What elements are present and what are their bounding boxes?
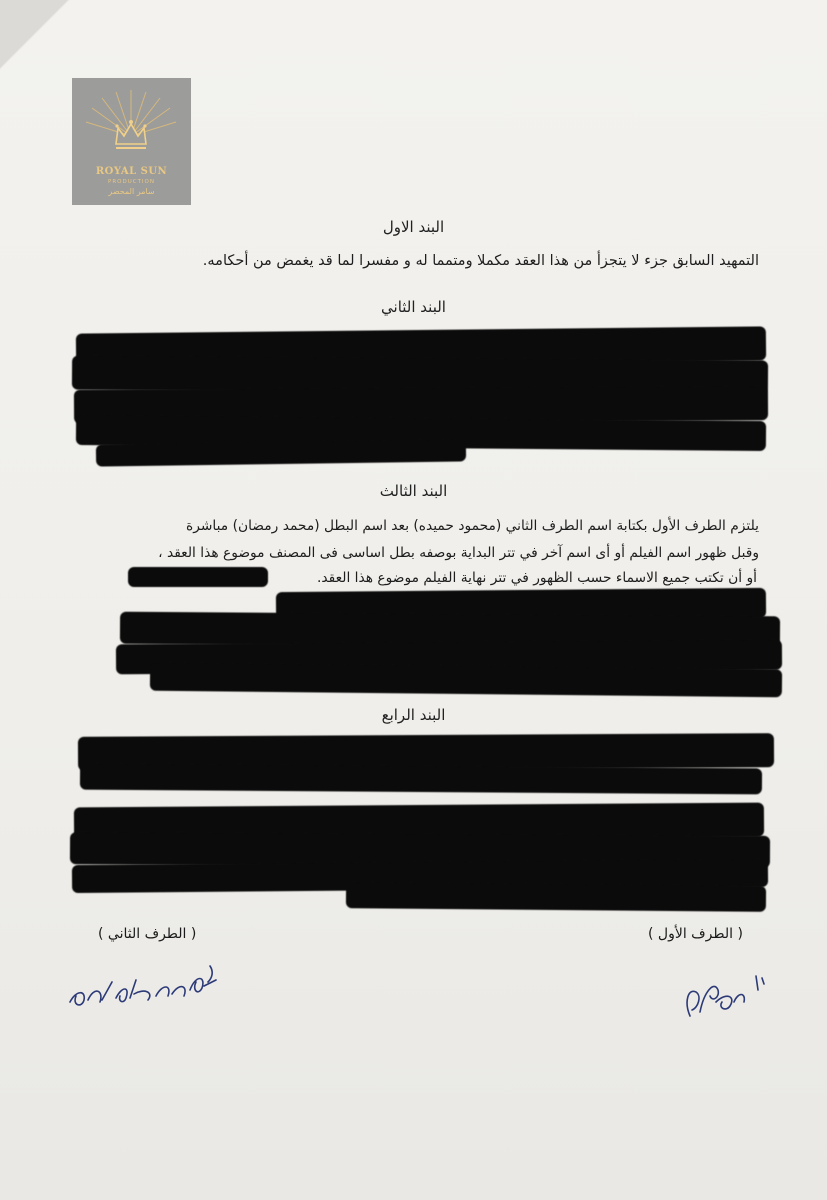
redaction-block [80,764,762,795]
company-logo [72,78,191,205]
logo-sub-text: PRODUCTION [108,179,155,185]
page-fold-shadow [0,0,70,70]
clause-1-title: البند الاول [382,218,445,236]
second-party-signature [64,960,234,1020]
clause-4-title: البند الرابع [381,706,446,724]
second-party-label: ( الطرف الثاني ) [98,926,197,942]
redaction-block [346,882,766,912]
redaction-block [96,439,466,466]
logo-arabic-text: سامر المحضر [108,187,155,196]
sun-crown-icon [72,78,191,205]
redaction-block [150,663,782,698]
first-party-signature [670,962,780,1026]
logo-brand-text: ROYAL SUN [95,166,168,177]
clause-2-title: البند الثاني [381,298,446,316]
redaction-block [128,567,268,587]
clause-3-title: البند الثالث [379,482,448,500]
clause-3-line-3: أو أن تكتب جميع الاسماء حسب الظهور في تتر نهاية الفيلم موضوع هذا العقد. [317,570,757,586]
clause-3-line-2: وقبل ظهور اسم الفيلم أو أى اسم آخر في تتر البداية بوصفه بطل اساسى فى المصنف موضوع هذا العقد ، [158,545,759,561]
clause-1-line-1: التمهيد السابق جزء لا يتجزأ من هذا العقد مكملا ومتمما له و مفسرا لما قد يغمض من أحكامه. [202,253,759,269]
first-party-label: ( الطرف الأول ) [648,926,743,942]
clause-3-line-1: يلتزم الطرف الأول بكتابة اسم الطرف الثاني (محمود حميده) بعد اسم البطل (محمد رمضان) مباشرة [186,518,759,534]
